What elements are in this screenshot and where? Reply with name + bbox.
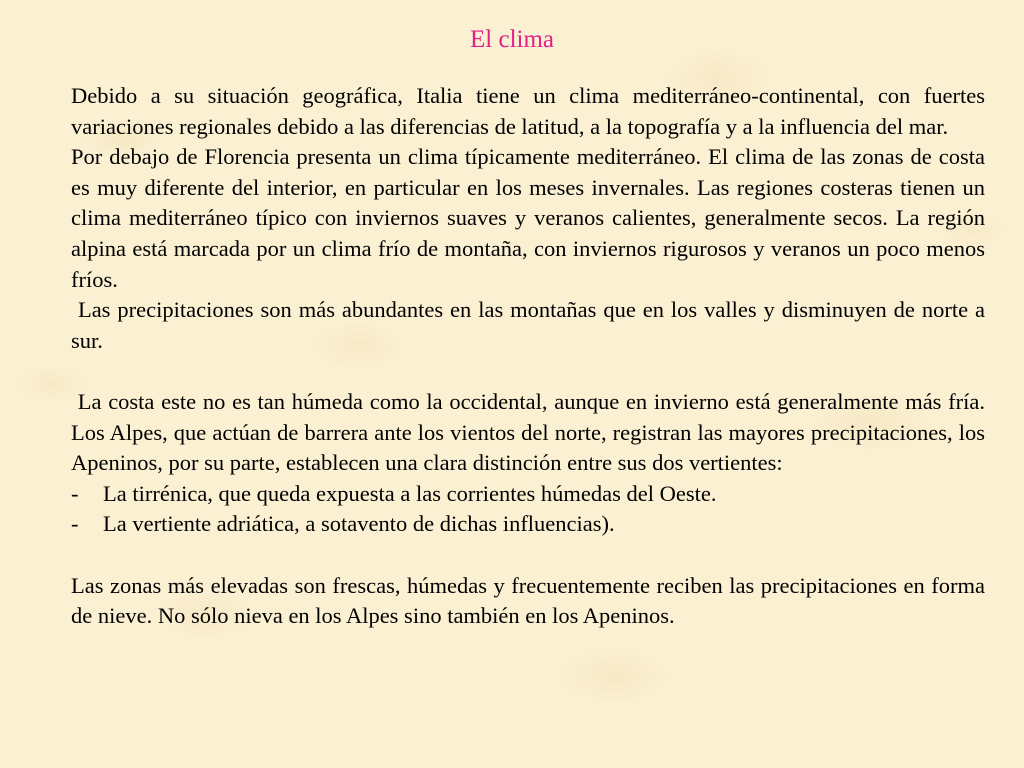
blank-line xyxy=(71,540,985,571)
bullet-item-tyrrhenian xyxy=(71,479,985,510)
bullet-text: La vertiente adriática, a sotavento de dichas influencias). xyxy=(103,511,615,537)
bullet-item-adriatic xyxy=(71,509,985,540)
paragraph-florence-climate: Por debajo de Florencia presenta un clima típicamente mediterráneo. El clima de las zonas de costa es muy diferente del interior, en particular en los meses invernales. Las regiones costeras tienen un clima mediterráneo típico con inviernos suaves y veranos calientes, generalmente secos. La región alpina está marcada por un clima frío de montaña, con inviernos rigurosos y veranos un poco menos fríos. xyxy=(71,144,985,292)
blank-line xyxy=(71,356,985,387)
bullet-marker: - xyxy=(71,511,79,537)
paragraph-precipitation: Las precipitaciones son más abundantes en las montañas que en los valles y disminuyen de norte a sur. xyxy=(71,297,991,353)
bullet-marker: - xyxy=(71,480,79,506)
paragraph-highlands: Las zonas más elevadas son frescas, húmedas y frecuentemente reciben las precipitaciones en forma de nieve. No sólo nieva en los Alpes sino también en los Apeninos. xyxy=(71,572,985,629)
slide-title: El clima xyxy=(470,26,554,53)
paragraph-east-coast: La costa este no es tan húmeda como la occidental, aunque en invierno está generalmente más fría. Los Alpes, que actúan de barrera ante los vientos del norte, registran las mayores precipitaciones, los Apeninos, por su parte, establecen una clara distinción entre sus dos vertientes: xyxy=(71,388,991,476)
paragraph-geography: Debido a su situación geográfica, Italia tiene un clima mediterráneo-continental, con fuertes variaciones regionales debido a las diferencias de latitud, a la topografía y a la influencia del mar. xyxy=(71,83,985,139)
slide-body xyxy=(71,81,991,632)
bullet-text: La tirrénica, que queda expuesta a las corrientes húmedas del Oeste. xyxy=(103,480,717,506)
